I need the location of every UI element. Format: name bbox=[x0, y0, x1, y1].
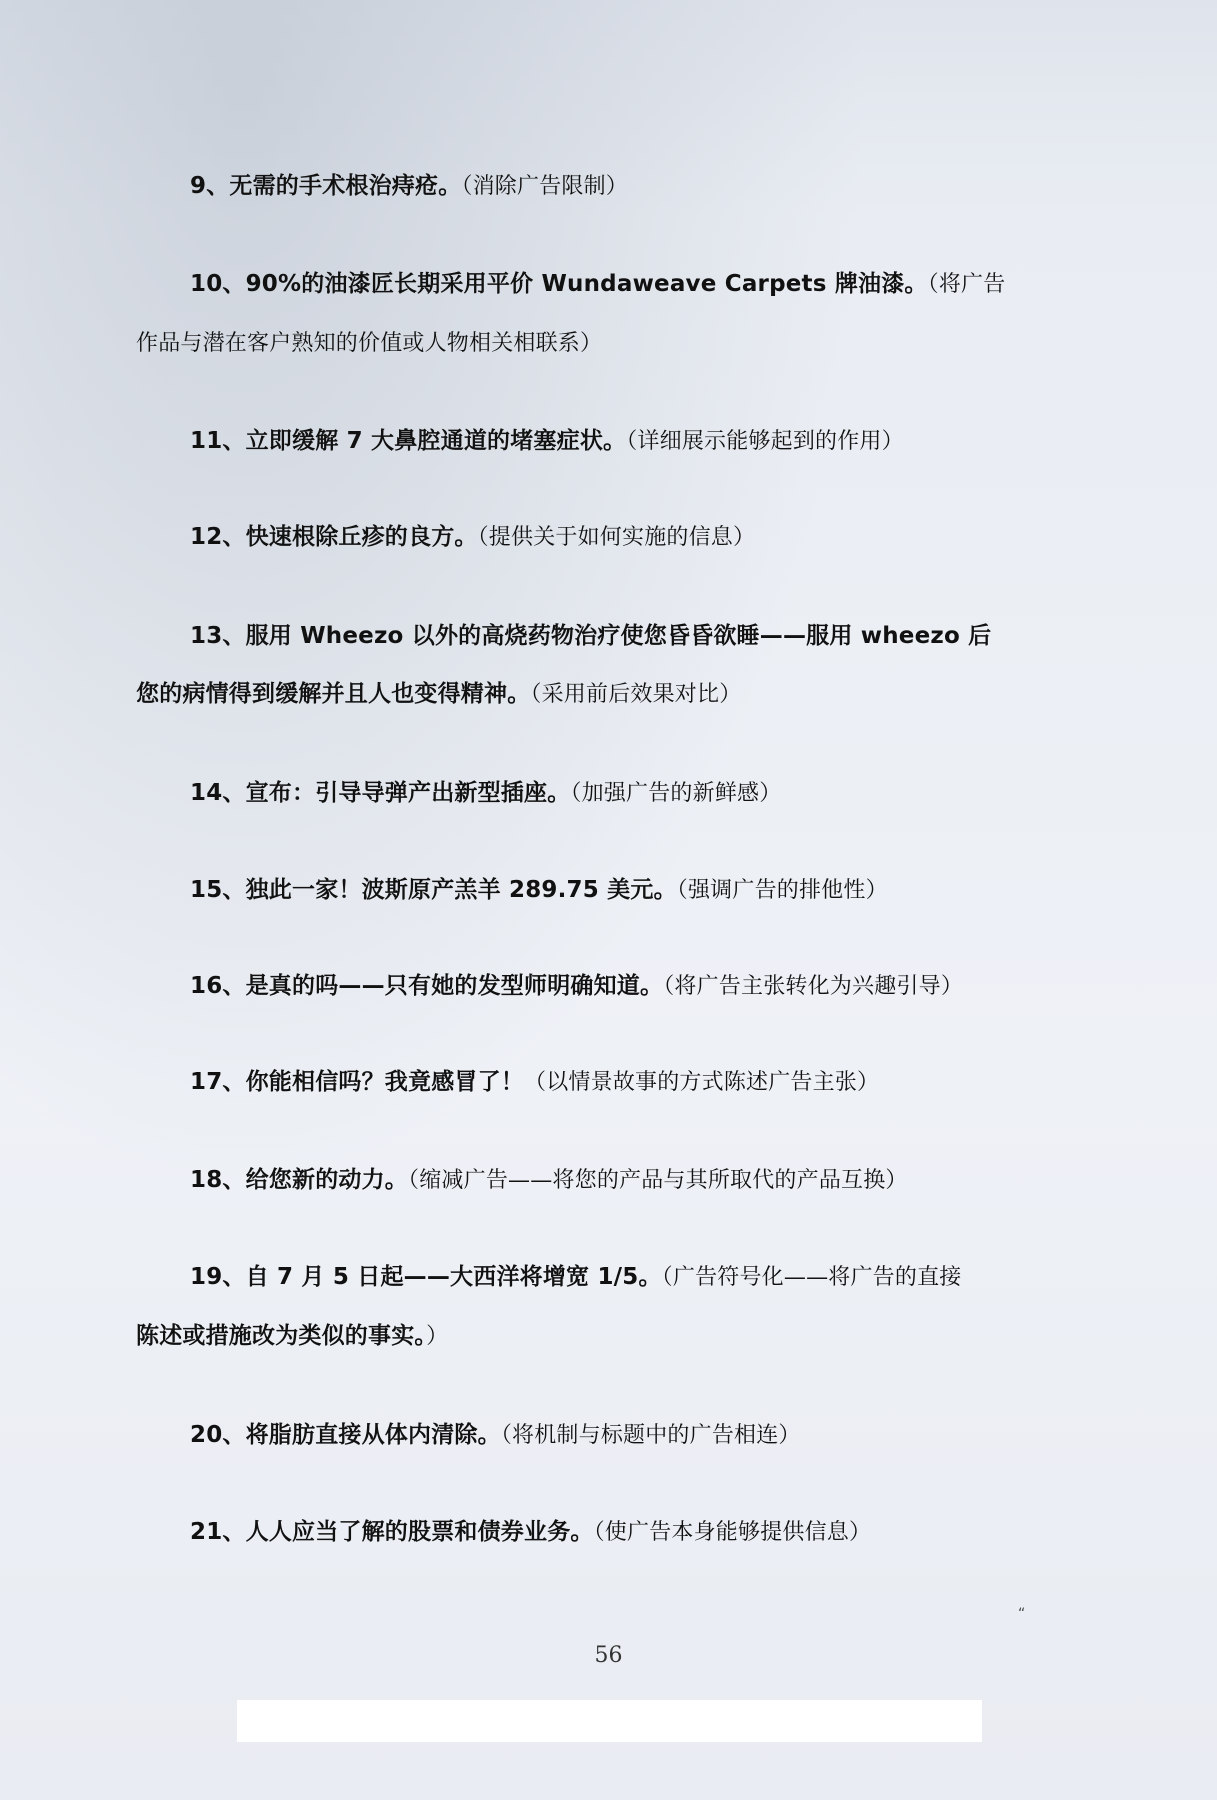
list-item: 19、自 7 月 5 日起——大西洋将增宽 1/5。（广告符号化——将广告的直接 陈述或措施改为类似的事实。） bbox=[136, 1264, 962, 1349]
list-item: 16、是真的吗——只有她的发型师明确知道。（将广告主张转化为兴趣引导） bbox=[190, 973, 964, 999]
list-item: 15、独此一家！波斯原产羔羊 289.75 美元。（强调广告的排他性） bbox=[190, 877, 888, 903]
list-item: 17、你能相信吗？我竟感冒了！（以情景故事的方式陈述广告主张） bbox=[190, 1069, 880, 1095]
page-number: 56 bbox=[594, 1643, 623, 1668]
list-item: 18、给您新的动力。（缩减广告——将您的产品与其所取代的产品互换） bbox=[190, 1167, 908, 1193]
list-item: 12、快速根除丘疹的良方。（提供关于如何实施的信息） bbox=[190, 524, 756, 550]
list-item: 10、90%的油漆匠长期采用平价 Wundaweave Carpets 牌油漆。（将广告 作品与潜在客户熟知的价值或人物相关相联系） bbox=[136, 271, 1006, 356]
list-item: 20、将脂肪直接从体内清除。（将机制与标题中的广告相连） bbox=[190, 1422, 801, 1448]
list-item: 9、无需的手术根治痔疮。（消除广告限制） bbox=[190, 173, 629, 199]
list-item: 14、宣布：引导导弹产出新型插座。（加强广告的新鲜感） bbox=[190, 780, 782, 806]
list-item: 11、立即缓解 7 大鼻腔通道的堵塞症状。（详细展示能够起到的作用） bbox=[190, 428, 904, 454]
list-item: 13、服用 Wheezo 以外的高烧药物治疗使您昏昏欲睡——服用 wheezo 后 您的病情得到缓解并且人也变得精神。（采用前后效果对比） bbox=[136, 623, 992, 707]
redaction-bar bbox=[237, 1700, 982, 1742]
list-item: 21、人人应当了解的股票和债券业务。（使广告本身能够提供信息） bbox=[190, 1519, 872, 1545]
corner-mark: “ bbox=[1018, 1606, 1026, 1622]
